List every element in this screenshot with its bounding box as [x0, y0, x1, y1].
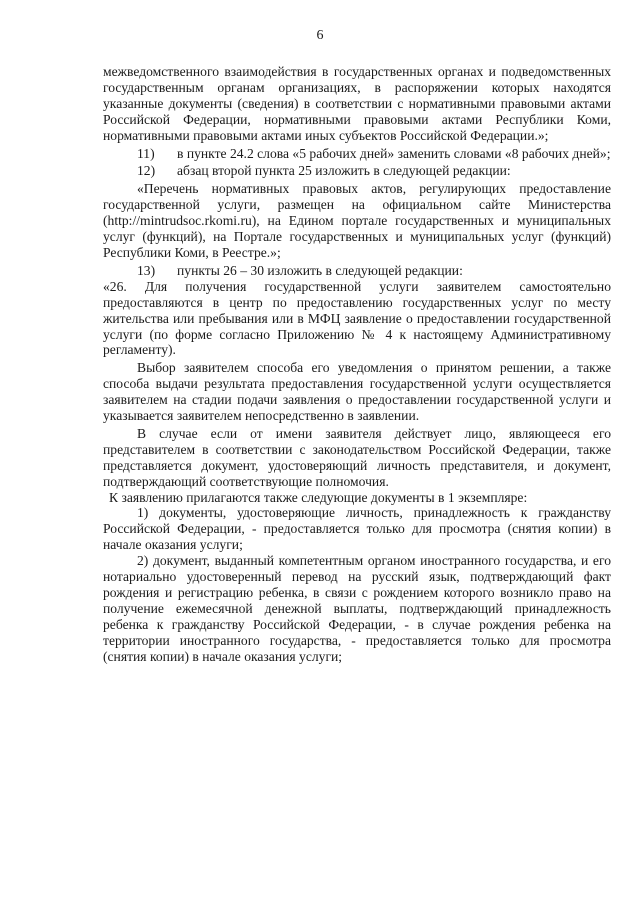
- paragraph-attached-documents: К заявлению прилагаются также следующие документы в 1 экземпляре:: [109, 489, 528, 505]
- item-number: 13): [137, 262, 156, 278]
- paragraph-notification-method: Выбор заявителем способа его уведомления о принятом решении, а также способа выдачи результата предоставления государственной услуги осуществляется заявителем на стадии подачи заявления о предоставлении государственной услуги и указывается заявителем непосредственно в заявлении.: [103, 360, 611, 424]
- item-number: 12): [137, 163, 156, 179]
- paragraph-continuation: межведомственного взаимодействия в государственных органах и подведомственных государственным органам организациях, в распоряжении которых находятся указанные документы (сведения) в соответствии с нормативными правовыми актами Российской Федерации, нормативными правовыми актами Республики Коми, нормативными правовыми актами иных субъектов Российской Федерации.»;: [103, 64, 611, 143]
- page-number: 6: [316, 28, 324, 43]
- document-body: [103, 64, 611, 665]
- paragraph-representative: В случае если от имени заявителя действует лицо, являющееся его представителем в соответствии с законодательством Российской Федерации, также представляется документ, удостоверяющий личность представителя, и документ, подтверждающий соответствующие полномочия.: [103, 425, 611, 489]
- paragraph-quote-25: «Перечень нормативных правовых актов, регулирующих предоставление государственной услуги, размещен на официальном сайте Министерства (http://mintrudsoc.rkomi.ru), на Едином портале государственных и муниципальных услуг (функций), на Портале государственных и муниципальных услуг (функций) Республики Коми, в Реестре.»;: [103, 181, 611, 260]
- paragraph-26: «26. Для получения государственной услуги заявителем самостоятельно предоставляются в центр по предоставлению государственных услуг по месту жительства или пребывания или в МФЦ заявление о предоставлении государственной услуги (по форме согласно Приложению № 4 к настоящему Административному регламенту).: [103, 278, 611, 358]
- list-item-13: [103, 263, 611, 279]
- item-number: 11): [137, 145, 155, 161]
- paragraph-doc-2: 2) документ, выданный компетентным органом иностранного государства, и его нотариально удостоверенный перевод на русский язык, подтверждающий факт рождения и регистрацию ребенка, в связи с рождением которого возникло право на получение ежемесячной денежной выплаты, подтверждающий принадлежность ребенка к гражданству Российской Федерации, - в случае рождения ребенка на территории иностранного государства, - предоставляется только для просмотра (снятия копии) в начале оказания услуги;: [103, 553, 611, 664]
- paragraph-doc-1: 1) документы, удостоверяющие личность, принадлежность к гражданству Российской Федерации, - предоставляется только для просмотра (снятия копии) в начале оказания услуги;: [103, 505, 611, 553]
- list-item-11: [103, 146, 611, 162]
- item-text: абзац второй пункта 25 изложить в следующей редакции:: [177, 163, 511, 179]
- item-text: пункты 26 – 30 изложить в следующей редакции:: [177, 262, 463, 278]
- list-item-12: [103, 163, 611, 179]
- item-text: в пункте 24.2 слова «5 рабочих дней» заменить словами «8 рабочих дней»;: [177, 145, 611, 161]
